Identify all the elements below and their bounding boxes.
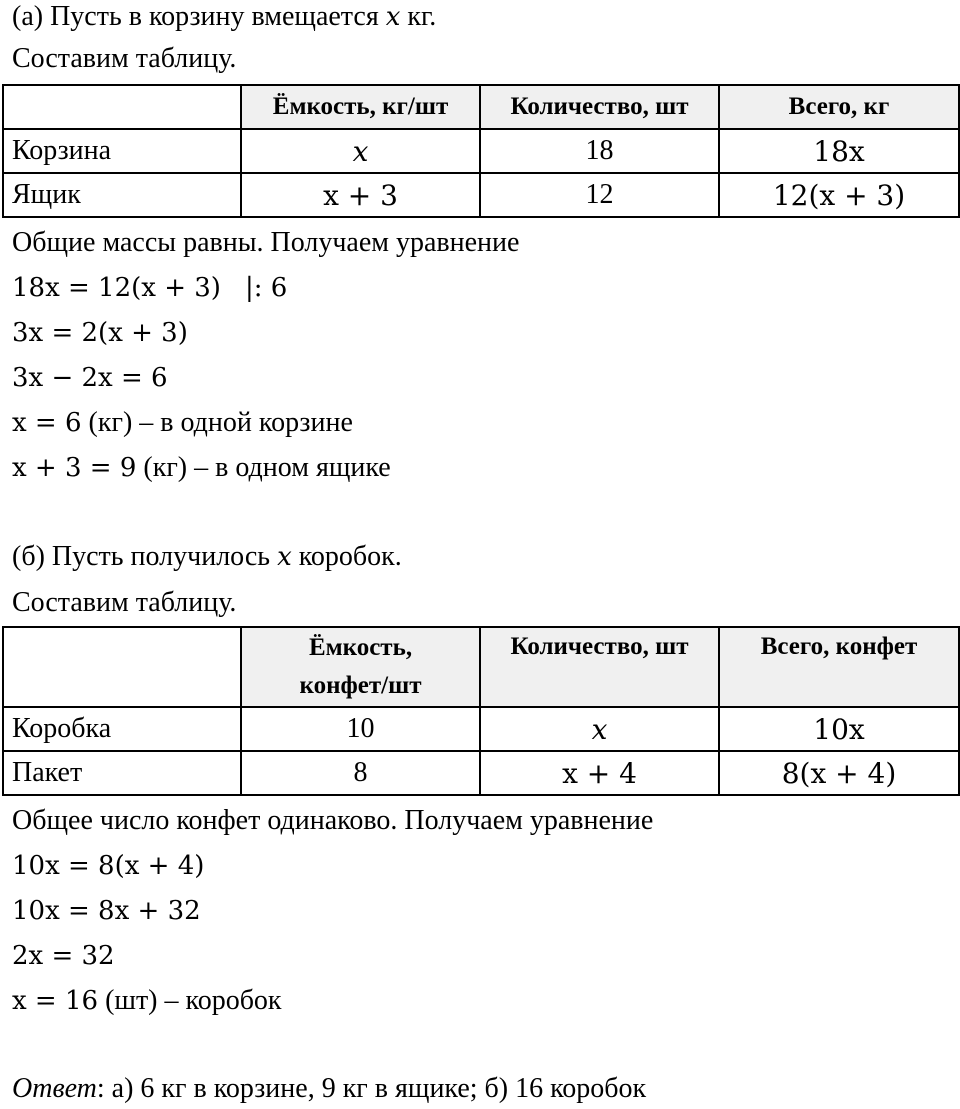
part-a-conclusion: Общие массы равны. Получаем уравнение	[12, 227, 520, 258]
table-cell-quantity: 18	[480, 129, 719, 173]
equation-note: (шт) – коробок	[98, 985, 282, 1016]
table-cell-capacity: 10	[241, 707, 480, 751]
equation-text: 18x = 12(x + 3)	[12, 273, 221, 303]
table-cell-quantity: 12	[480, 173, 719, 217]
equation-text: x = 6	[12, 408, 82, 438]
answer-text: : а) 6 кг в корзине, 9 кг в ящике; б) 16 коробок	[96, 1073, 647, 1104]
part-a-intro-suffix: кг.	[400, 1, 437, 32]
part-b-equation-1: 10x = 8(x + 4)	[12, 851, 205, 881]
table-cell-total: 10x	[719, 707, 959, 751]
table-cell-quantity: x	[480, 707, 719, 751]
equation-text: x + 3 = 9	[12, 453, 137, 483]
part-b-equation-2: 10x = 8x + 32	[12, 896, 201, 926]
table-cell-name: Корзина	[3, 129, 241, 173]
part-b-equation-4	[12, 984, 282, 1018]
part-a-table	[2, 84, 960, 218]
part-a-intro	[12, 0, 436, 34]
part-a-equation-5	[12, 451, 391, 485]
table-header-blank	[3, 627, 241, 707]
part-b-intro	[12, 540, 402, 574]
part-b-intro-suffix: коробок.	[291, 541, 402, 572]
header-line: конфет/шт	[299, 672, 422, 699]
part-b-conclusion: Общее число конфет одинаково. Получаем уравнение	[12, 805, 654, 836]
table-header-total: Всего, кг	[719, 85, 959, 129]
part-b-table	[2, 626, 960, 796]
table-header-quantity: Количество, шт	[480, 85, 719, 129]
equation-note: (кг) – в одном ящике	[136, 452, 391, 483]
divide-note: |: 6	[244, 273, 288, 303]
table-cell-name: Ящик	[3, 173, 241, 217]
part-b-intro-variable: x	[277, 542, 292, 572]
table-row	[3, 173, 959, 217]
part-b-make-table: Составим таблицу.	[12, 587, 237, 618]
table-header-row	[3, 85, 959, 129]
table-header-row	[3, 627, 959, 707]
answer-line	[12, 1072, 646, 1106]
equation-text: x = 16	[12, 986, 99, 1016]
part-a-intro-prefix: (а) Пусть в корзину вмещается	[12, 1, 386, 32]
header-line: Ёмкость,	[308, 634, 413, 661]
part-a-equation-4	[12, 406, 353, 440]
table-header-blank	[3, 85, 241, 129]
table-header-total: Всего, конфет	[719, 627, 959, 707]
table-cell-total: 12(x + 3)	[719, 173, 959, 217]
answer-label: Ответ	[12, 1073, 97, 1104]
table-header-capacity: Ёмкость, кг/шт	[241, 85, 480, 129]
part-a-intro-variable: x	[385, 2, 401, 32]
table-cell-name: Коробка	[3, 707, 241, 751]
equation-note: (кг) – в одной корзине	[81, 407, 353, 438]
part-a-equation-1	[12, 271, 287, 305]
table-row	[3, 129, 959, 173]
table-cell-quantity: x + 4	[480, 751, 719, 795]
part-a-make-table: Составим таблицу.	[12, 43, 237, 74]
part-a-equation-3: 3x − 2x = 6	[12, 363, 168, 393]
part-a-equation-2: 3x = 2(x + 3)	[12, 318, 188, 348]
table-header-capacity	[241, 627, 480, 707]
table-cell-total: 8(x + 4)	[719, 751, 959, 795]
table-header-quantity: Количество, шт	[480, 627, 719, 707]
table-cell-capacity: 8	[241, 751, 480, 795]
part-b-equation-3: 2x = 32	[12, 941, 115, 971]
table-cell-total: 18x	[719, 129, 959, 173]
table-cell-capacity: x	[241, 129, 480, 173]
table-row	[3, 751, 959, 795]
table-cell-capacity: x + 3	[241, 173, 480, 217]
part-b-intro-prefix: (б) Пусть получилось	[12, 541, 278, 572]
table-row	[3, 707, 959, 751]
table-cell-name: Пакет	[3, 751, 241, 795]
